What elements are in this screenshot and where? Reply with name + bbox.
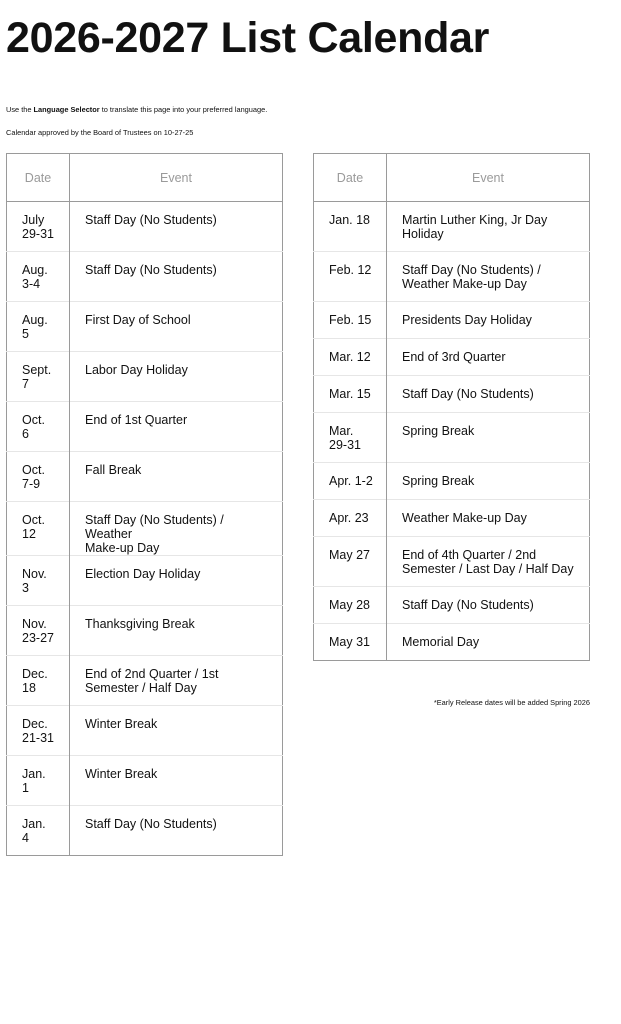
event-column-header: Event	[70, 154, 283, 202]
event-name-cell	[387, 463, 590, 500]
table-row	[314, 302, 590, 339]
table-row	[314, 376, 590, 413]
event-name-cell	[387, 624, 590, 661]
calendar-table-fall-body	[7, 202, 283, 856]
table-row	[7, 302, 283, 352]
event-date-line: 7-9	[22, 477, 41, 491]
event-name-line: Staff Day (No Students)	[85, 817, 217, 831]
table-row	[7, 806, 283, 856]
event-name-line: Staff Day (No Students) /	[402, 263, 541, 277]
event-name-cell	[387, 537, 590, 587]
event-date-line: Oct.	[22, 463, 45, 477]
event-date-line: Feb. 15	[329, 313, 372, 327]
event-name-line: Fall Break	[85, 463, 142, 477]
event-name-cell	[387, 252, 590, 302]
event-name-line: Memorial Day	[402, 635, 480, 649]
event-date-cell	[314, 252, 387, 302]
event-date-line: Jan.	[22, 817, 46, 831]
event-date-line: Apr. 1-2	[329, 474, 373, 488]
event-name-line: Holiday	[402, 227, 444, 241]
event-date-cell	[7, 756, 70, 806]
event-name-cell	[70, 556, 283, 606]
table-row	[7, 252, 283, 302]
event-name-cell	[70, 706, 283, 756]
table-row	[314, 339, 590, 376]
translate-note-before: Use the	[6, 105, 34, 114]
page-title: 2026-2027 List Calendar	[6, 14, 490, 62]
event-date-line: Aug.	[22, 313, 48, 327]
event-name-line: Make-up Day	[85, 541, 160, 555]
event-name-line: Martin Luther King, Jr Day	[402, 213, 548, 227]
event-name-cell	[387, 413, 590, 463]
table-row	[314, 413, 590, 463]
event-name-cell	[70, 756, 283, 806]
event-date-line: May 31	[329, 635, 370, 649]
event-date-cell	[7, 656, 70, 706]
table-row	[314, 587, 590, 624]
event-date-line: 6	[22, 427, 29, 441]
table-row	[314, 624, 590, 661]
event-name-line: Thanksgiving Break	[85, 617, 195, 631]
event-date-cell	[7, 352, 70, 402]
event-date-cell	[7, 452, 70, 502]
event-date-cell	[7, 706, 70, 756]
event-date-line: 7	[22, 377, 29, 391]
event-name-cell	[70, 402, 283, 452]
event-date-line: July	[22, 213, 45, 227]
event-name-line: Staff Day (No Students)	[85, 263, 217, 277]
table-row	[314, 202, 590, 252]
event-name-line: Semester / Half Day	[85, 681, 197, 695]
event-date-line: May 27	[329, 548, 370, 562]
event-date-line: 1	[22, 781, 29, 795]
calendar-table-spring-body	[314, 202, 590, 661]
event-name-line: Semester / Last Day / Half Day	[402, 562, 574, 576]
event-date-line: Mar. 15	[329, 387, 371, 401]
event-date-cell	[314, 500, 387, 537]
event-name-cell	[70, 202, 283, 252]
event-date-line: Nov.	[22, 567, 47, 581]
calendar-table-fall	[6, 153, 283, 856]
event-name-line: Staff Day (No Students) / Weather	[85, 513, 224, 541]
event-date-line: 18	[22, 681, 36, 695]
event-date-cell	[314, 376, 387, 413]
event-name-cell	[387, 376, 590, 413]
event-name-line: End of 1st Quarter	[85, 413, 188, 427]
date-column-header: Date	[314, 154, 387, 202]
translate-note-after: to translate this page into your preferred language.	[99, 105, 268, 114]
event-name-cell	[387, 302, 590, 339]
event-name-line: Election Day Holiday	[85, 567, 201, 581]
event-date-cell	[314, 302, 387, 339]
table-row	[7, 706, 283, 756]
event-date-line: Mar.	[329, 424, 354, 438]
event-date-line: 29-31	[22, 227, 54, 241]
event-name-cell	[387, 339, 590, 376]
event-date-cell	[314, 413, 387, 463]
event-date-line: 5	[22, 327, 29, 341]
event-name-line: End of 3rd Quarter	[402, 350, 506, 364]
event-date-line: Sept.	[22, 363, 52, 377]
early-release-footnote: *Early Release dates will be added Spring 2026	[433, 698, 590, 707]
event-date-cell	[314, 624, 387, 661]
event-date-line: May 28	[329, 598, 370, 612]
event-name-line: Staff Day (No Students)	[402, 598, 534, 612]
event-date-cell	[314, 587, 387, 624]
event-date-cell	[7, 402, 70, 452]
event-name-line: Spring Break	[402, 474, 475, 488]
table-header-row	[314, 154, 590, 202]
event-date-cell	[314, 202, 387, 252]
event-date-cell	[7, 302, 70, 352]
event-name-cell	[70, 656, 283, 706]
event-date-line: 23-27	[22, 631, 54, 645]
event-date-line: 3-4	[22, 277, 41, 291]
table-row	[314, 252, 590, 302]
event-name-cell	[70, 502, 283, 556]
event-date-cell	[7, 806, 70, 856]
event-date-cell	[7, 606, 70, 656]
language-selector-link[interactable]: Language Selector	[33, 105, 100, 114]
event-date-line: Mar. 12	[329, 350, 371, 364]
approved-note: Calendar approved by the Board of Trustees on 10-27-25	[6, 128, 194, 137]
event-date-line: 12	[22, 527, 36, 541]
event-date-line: Oct.	[22, 513, 45, 527]
table-row	[7, 202, 283, 252]
event-name-line: Presidents Day Holiday	[402, 313, 532, 327]
event-date-line: Nov.	[22, 617, 47, 631]
event-date-line: Apr. 23	[329, 511, 369, 525]
calendar-table-spring	[313, 153, 590, 661]
table-row	[7, 402, 283, 452]
event-date-cell	[7, 202, 70, 252]
event-name-line: Weather Make-up Day	[402, 511, 527, 525]
table-row	[7, 556, 283, 606]
event-name-line: End of 2nd Quarter / 1st	[85, 667, 219, 681]
event-name-cell	[70, 806, 283, 856]
event-date-line: Feb. 12	[329, 263, 372, 277]
event-name-line: Staff Day (No Students)	[85, 213, 217, 227]
table-row	[7, 502, 283, 556]
event-date-line: Dec.	[22, 667, 48, 681]
event-name-cell	[70, 606, 283, 656]
table-row	[7, 606, 283, 656]
event-name-cell	[387, 500, 590, 537]
translate-note	[6, 105, 267, 115]
event-date-cell	[7, 502, 70, 556]
event-name-line: Labor Day Holiday	[85, 363, 188, 377]
table-row	[7, 452, 283, 502]
event-name-line: End of 4th Quarter / 2nd	[402, 548, 537, 562]
event-name-cell	[70, 352, 283, 402]
date-column-header: Date	[7, 154, 70, 202]
event-name-line: Weather Make-up Day	[402, 277, 527, 291]
event-name-cell	[70, 252, 283, 302]
event-date-cell	[314, 339, 387, 376]
table-row	[7, 656, 283, 706]
table-row	[314, 463, 590, 500]
event-date-line: 29-31	[329, 438, 361, 452]
table-header-row	[7, 154, 283, 202]
event-date-cell	[7, 556, 70, 606]
event-date-line: Dec.	[22, 717, 48, 731]
event-date-line: Oct.	[22, 413, 45, 427]
event-column-header: Event	[387, 154, 590, 202]
event-date-cell	[314, 537, 387, 587]
event-date-line: Jan. 18	[329, 213, 371, 227]
event-name-cell	[70, 452, 283, 502]
event-name-cell	[387, 587, 590, 624]
event-name-line: Spring Break	[402, 424, 475, 438]
event-date-line: Aug.	[22, 263, 48, 277]
event-name-line: Winter Break	[85, 717, 158, 731]
event-date-cell	[314, 463, 387, 500]
event-date-cell	[7, 252, 70, 302]
event-date-line: 3	[22, 581, 29, 595]
table-row	[7, 352, 283, 402]
event-date-line: 21-31	[22, 731, 54, 745]
event-date-line: 4	[22, 831, 29, 845]
table-row	[314, 500, 590, 537]
event-name-line: First Day of School	[85, 313, 191, 327]
table-row	[7, 756, 283, 806]
event-name-cell	[387, 202, 590, 252]
event-name-line: Staff Day (No Students)	[402, 387, 534, 401]
table-row	[314, 537, 590, 587]
event-date-line: Jan.	[22, 767, 46, 781]
event-name-cell	[70, 302, 283, 352]
event-name-line: Winter Break	[85, 767, 158, 781]
